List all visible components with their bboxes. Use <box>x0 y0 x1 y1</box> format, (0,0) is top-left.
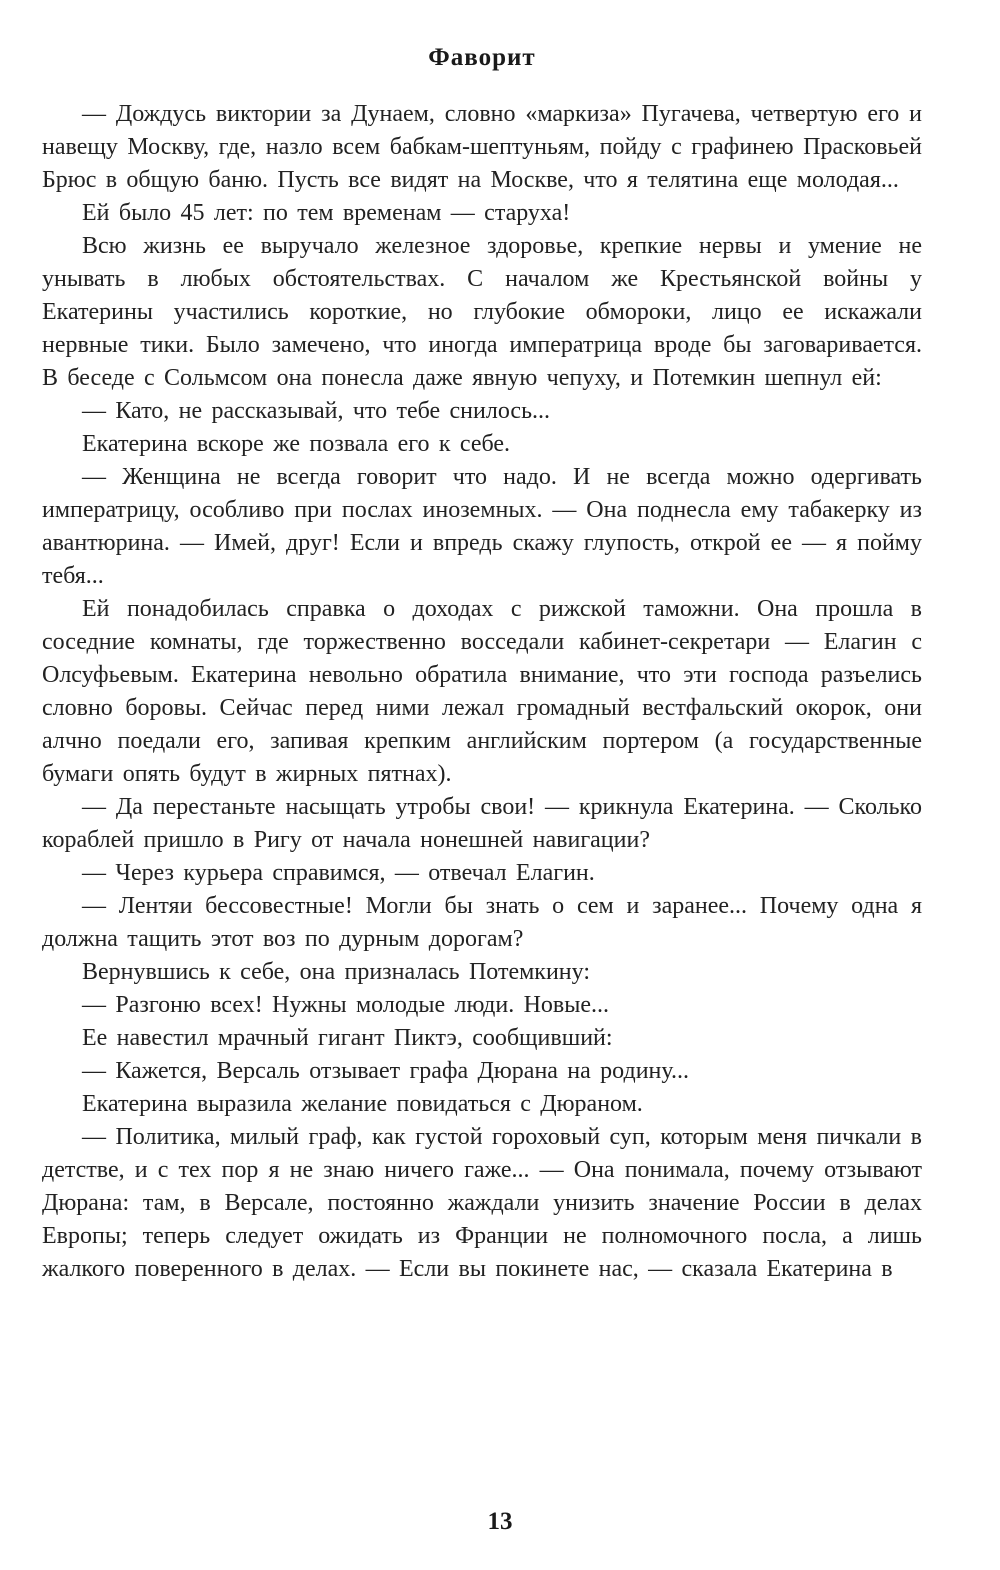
paragraph: — Через курьера справимся, — отвечал Елагин. <box>82 860 595 886</box>
paragraph: Ее навестил мрачный гигант Пиктэ, сообщивший: <box>82 1025 613 1051</box>
paragraph: Вернувшись к себе, она призналась Потемкину: <box>82 959 591 985</box>
paragraph: — Разгоню всех! Нужны молодые люди. Новые... <box>82 992 610 1018</box>
paragraph: — Дождусь виктории за Дунаем, словно «маркиза» Пугачева, четвертую его и навещу Москву, где, назло всем бабкам-шептуньям, пойду с графинею Прасковьей Брюс в общую баню. Пусть все видят на Москве, что я телятина еще молодая... <box>42 101 922 193</box>
chapter-title: Фаворит <box>428 44 536 71</box>
paragraph: Екатерина вскоре же позвала его к себе. <box>82 431 511 457</box>
page-text <box>42 98 922 1286</box>
paragraph: — Кажется, Версаль отзывает графа Дюрана на родину... <box>82 1058 689 1084</box>
paragraph: Екатерина выразила желание повидаться с Дюраном. <box>82 1091 643 1117</box>
page-number: 13 <box>487 1508 513 1535</box>
paragraph: — Като, не рассказывай, что тебе снилось... <box>82 398 551 424</box>
paragraph: — Женщина не всегда говорит что надо. И не всегда можно одергивать императрицу, особливо при послах иноземных. — Она поднесла ему табакерку из авантюрина. — Имей, друг! Если и впредь скажу глупость, открой ее — я пойму тебя... <box>42 464 922 589</box>
paragraph: — Политика, милый граф, как густой гороховый суп, которым меня пичкали в детстве, и с тех пор я не знаю ничего гаже... — Она понимала, почему отзывают Дюрана: там, в Версале, постоянно жаждали унизить значение России в делах Европы; теперь следует ожидать из Франции не полномочного посла, а лишь жалкого поверенного в делах. — Если вы покинете нас, — сказала Екатерина в <box>42 1124 922 1282</box>
paragraph: Всю жизнь ее выручало железное здоровье, крепкие нервы и умение не унывать в любых обстоятельствах. С началом же Крестьянской войны у Екатерины участились короткие, но глубокие обмороки, лицо ее искажали нервные тики. Было замечено, что иногда императрица вроде бы заговаривается. В беседе с Сольмсом она понесла даже явную чепуху, и Потемкин шепнул ей: <box>42 233 922 391</box>
paragraph: Ей было 45 лет: по тем временам — старуха! <box>82 200 571 226</box>
paragraph: — Да перестаньте насыщать утробы свои! — крикнула Екатерина. — Сколько кораблей пришло в Ригу от начала нонешней навигации? <box>42 794 922 853</box>
paragraph: Ей понадобилась справка о доходах с рижской таможни. Она прошла в соседние комнаты, где торжественно восседали кабинет-секретари — Елагин с Олсуфьевым. Екатерина невольно обратила внимание, что эти господа разъелись словно боровы. Сейчас перед ними лежал громадный вестфальский окорок, они алчно поедали его, запивая крепким английским портером (а государственные бумаги опять будут в жирных пятнах). <box>42 596 922 787</box>
paragraph: — Лентяи бессовестные! Могли бы знать о сем и заранее... Почему одна я должна тащить этот воз по дурным дорогам? <box>42 893 922 952</box>
